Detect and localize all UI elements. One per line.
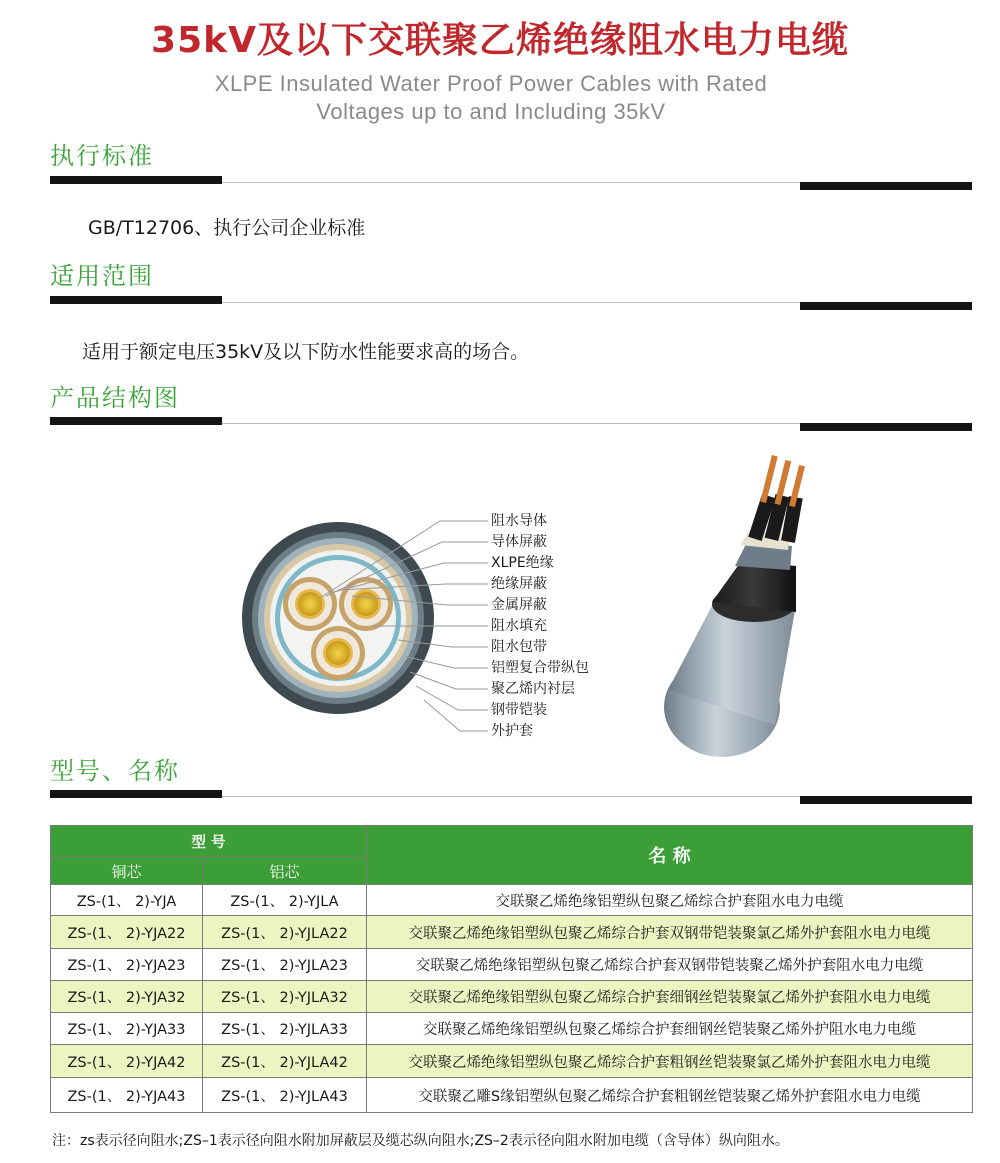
cable-core-3d bbox=[748, 455, 805, 543]
legend-label: 铝塑复合带纵包 bbox=[491, 660, 589, 676]
section-rule-structure bbox=[50, 417, 972, 431]
cell-copper: ZS-(1、 2)-YJA42 bbox=[51, 1045, 203, 1078]
cable-3d-render bbox=[664, 455, 805, 757]
cell-aluminum: ZS-(1、 2)-YJLA23 bbox=[203, 949, 367, 981]
section-title-models: 型号、名称 bbox=[50, 757, 180, 785]
header-copper: 铜芯 bbox=[51, 858, 203, 885]
section-rule-models bbox=[50, 790, 972, 804]
table-row bbox=[51, 885, 973, 916]
legend-label: 阻水包带 bbox=[491, 639, 547, 655]
cell-name: 交联聚乙烯绝缘铝塑纵包聚乙烯综合护套阻水电力电缆 bbox=[367, 885, 973, 916]
legend-label: 金属屏蔽 bbox=[491, 597, 547, 613]
cell-copper: ZS-(1、 2)-YJA22 bbox=[51, 916, 203, 949]
cell-name: 交联聚乙烯绝缘铝塑纵包聚乙烯综合护套双钢带铠装聚氯乙烯外护套阻水电力电缆 bbox=[367, 916, 973, 949]
cell-copper: ZS-(1、 2)-YJA43 bbox=[51, 1078, 203, 1113]
section-text-scope: 适用于额定电压35kV及以下防水性能要求高的场合。 bbox=[82, 341, 530, 363]
legend-label: 外护套 bbox=[491, 723, 533, 739]
page-title-cn: 35kV及以下交联聚乙烯绝缘阻水电力电缆 bbox=[151, 20, 849, 61]
table-row bbox=[51, 916, 973, 949]
cell-copper: ZS-(1、 2)-YJA32 bbox=[51, 981, 203, 1013]
cell-aluminum: ZS-(1、 2)-YJLA32 bbox=[203, 981, 367, 1013]
section-rule-standard bbox=[50, 176, 972, 190]
legend-label: 导体屏蔽 bbox=[491, 534, 547, 550]
cell-aluminum: ZS-(1、 2)-YJLA43 bbox=[203, 1078, 367, 1113]
legend-label: 阻水填充 bbox=[491, 618, 547, 634]
section-title-standard: 执行标准 bbox=[50, 142, 154, 170]
table-row bbox=[51, 1078, 973, 1113]
core bbox=[311, 626, 365, 680]
cell-aluminum: ZS-(1、 2)-YJLA22 bbox=[203, 916, 367, 949]
cell-name: 交联聚乙烯绝缘铝塑纵包聚乙烯综合护套双钢带铠装聚乙烯外护套阻水电力电缆 bbox=[367, 949, 973, 981]
cell-name: 交联聚乙烯绝缘铝塑纵包聚乙烯综合护套细钢丝铠装聚乙烯外护阻水电力电缆 bbox=[367, 1013, 973, 1045]
section-text-standard: GB/T12706、执行公司企业标准 bbox=[88, 217, 366, 239]
cell-copper: ZS-(1、 2)-YJA bbox=[51, 885, 203, 916]
legend-label: 绝缘屏蔽 bbox=[491, 576, 547, 592]
core bbox=[339, 577, 393, 631]
page-title-en bbox=[0, 70, 982, 126]
table-row bbox=[51, 949, 973, 981]
cell-copper: ZS-(1、 2)-YJA23 bbox=[51, 949, 203, 981]
cell-name: 交联聚乙烯绝缘铝塑纵包聚乙烯综合护套粗钢丝铠装聚氯乙烯外护套阻水电力电缆 bbox=[367, 1045, 973, 1078]
cell-name: 交联聚乙雕S缘铝塑纵包聚乙烯综合护套粗钢丝铠装聚乙烯外护套阻水电力电缆 bbox=[367, 1078, 973, 1113]
cell-aluminum: ZS-(1、 2)-YJLA33 bbox=[203, 1013, 367, 1045]
footnote: 注：zs表示径向阻水;ZS–1表示径向阻水附加屏蔽层及缆芯纵向阻水;ZS–2表示径向阻水附加电缆（含导体）纵向阻水。 bbox=[52, 1133, 789, 1149]
title-en-line1: XLPE Insulated Water Proof Power Cables with Rated bbox=[214, 71, 768, 96]
cross-section bbox=[242, 522, 434, 714]
cell-name: 交联聚乙烯绝缘铝塑纵包聚乙烯综合护套细钢丝铠装聚氯乙烯外护套阻水电力电缆 bbox=[367, 981, 973, 1013]
header-aluminum: 铝芯 bbox=[203, 858, 367, 885]
legend-label: 钢带铠装 bbox=[491, 702, 547, 718]
section-title-structure: 产品结构图 bbox=[50, 384, 180, 412]
table-row bbox=[51, 981, 973, 1013]
header-name: 名 称 bbox=[367, 826, 973, 885]
header-model: 型 号 bbox=[51, 826, 367, 858]
section-rule-scope bbox=[50, 296, 972, 310]
table-row bbox=[51, 1045, 973, 1078]
cell-aluminum: ZS-(1、 2)-YJLA42 bbox=[203, 1045, 367, 1078]
model-table bbox=[50, 825, 973, 1113]
legend-label: 阻水导体 bbox=[491, 513, 547, 529]
core bbox=[283, 577, 337, 631]
structure-figure bbox=[0, 440, 1000, 760]
legend-label: 聚乙烯内衬层 bbox=[491, 681, 575, 697]
title-en-line2: Voltages up to and Including 35kV bbox=[316, 99, 666, 124]
legend-label: XLPE绝缘 bbox=[491, 555, 554, 571]
section-title-scope: 适用范围 bbox=[50, 262, 154, 290]
cell-aluminum: ZS-(1、 2)-YJLA bbox=[203, 885, 367, 916]
table-row bbox=[51, 1013, 973, 1045]
cell-copper: ZS-(1、 2)-YJA33 bbox=[51, 1013, 203, 1045]
